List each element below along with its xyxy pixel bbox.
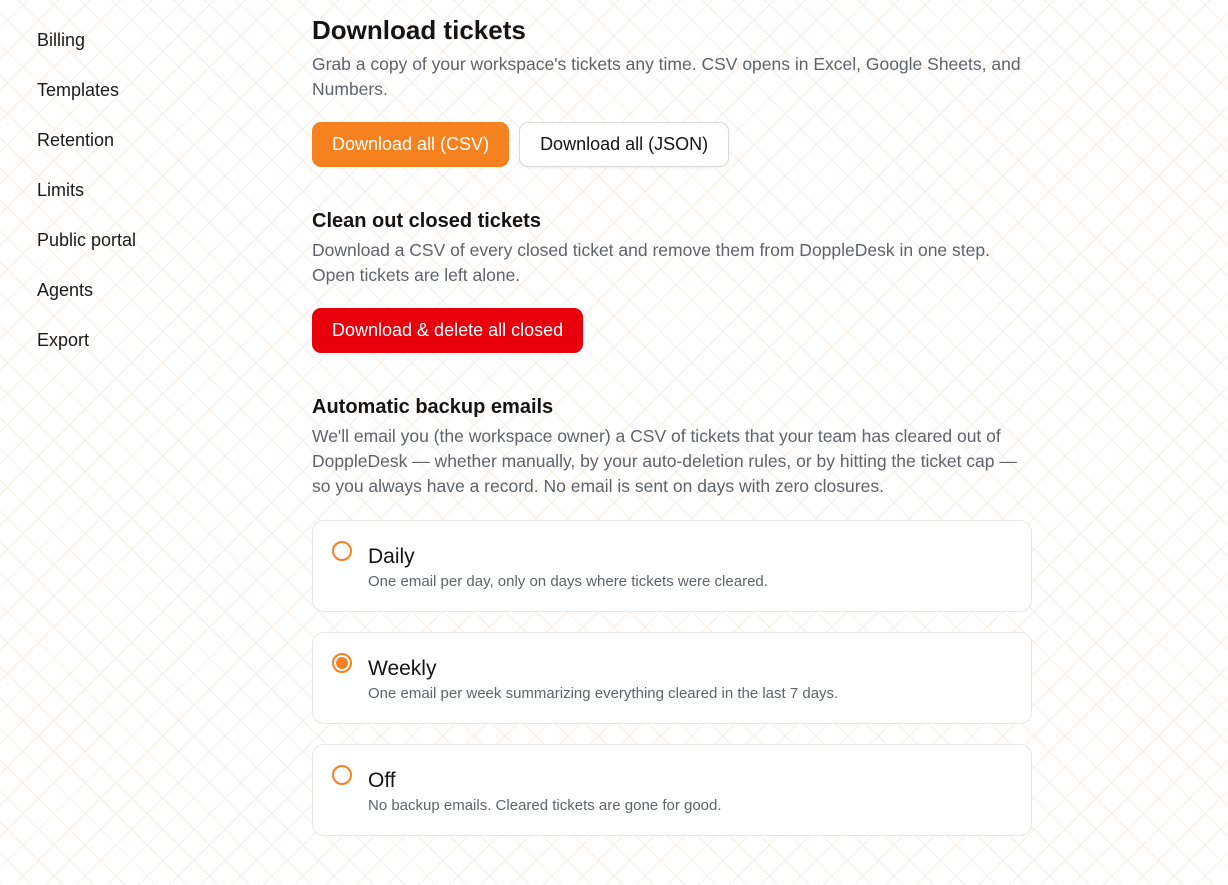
download-csv-button[interactable]: Download all (CSV) [312, 122, 509, 167]
backup-emails-description: We'll email you (the workspace owner) a CSV of tickets that your team has cleared out of DoppleDesk — whether manually, by your auto-deletion rules, or by hitting the ticket cap — so you always have a record. No email is sent on days with zero closures. [312, 426, 1017, 496]
download-tickets-section [312, 10, 1032, 167]
settings-sidebar [37, 26, 257, 376]
sidebar-item-public-portal[interactable]: Public portal [37, 230, 137, 250]
clean-closed-section [312, 206, 1032, 353]
download-delete-closed-button[interactable]: Download & delete all closed [312, 308, 583, 353]
sidebar-item-limits[interactable]: Limits [37, 180, 85, 200]
backup-option-daily[interactable] [312, 520, 1032, 612]
backup-option-weekly[interactable] [312, 632, 1032, 724]
download-tickets-description: Grab a copy of your workspace's tickets any time. CSV opens in Excel, Google Sheets, and Numbers. [312, 54, 1021, 99]
option-description: One email per day, only on days where tickets were cleared. [368, 573, 768, 590]
download-button-row [312, 122, 1032, 167]
backup-emails-section [312, 392, 1032, 836]
sidebar-item-retention[interactable]: Retention [37, 130, 115, 150]
backup-frequency-options [312, 520, 1032, 836]
sidebar-item-billing[interactable]: Billing [37, 30, 86, 50]
backup-emails-title: Automatic backup emails [312, 396, 554, 418]
option-label: Daily [368, 545, 415, 568]
clean-closed-button-row [312, 308, 1032, 353]
download-tickets-title: Download tickets [312, 15, 526, 45]
backup-option-off[interactable] [312, 744, 1032, 836]
option-label: Off [368, 769, 396, 792]
sidebar-item-export[interactable]: Export [37, 330, 90, 350]
sidebar-item-templates[interactable]: Templates [37, 80, 120, 100]
export-settings [312, 10, 1032, 856]
off-radio[interactable] [332, 765, 352, 785]
option-label: Weekly [368, 657, 437, 680]
weekly-radio[interactable] [332, 653, 352, 673]
option-description: One email per week summarizing everything cleared in the last 7 days. [368, 685, 839, 702]
daily-radio[interactable] [332, 541, 352, 561]
download-json-button[interactable]: Download all (JSON) [519, 122, 729, 167]
option-description: No backup emails. Cleared tickets are gone for good. [368, 797, 722, 814]
clean-closed-description: Download a CSV of every closed ticket and remove them from DoppleDesk in one step. Open tickets are left alone. [312, 240, 990, 285]
sidebar-item-agents[interactable]: Agents [37, 280, 94, 300]
clean-closed-title: Clean out closed tickets [312, 210, 541, 232]
